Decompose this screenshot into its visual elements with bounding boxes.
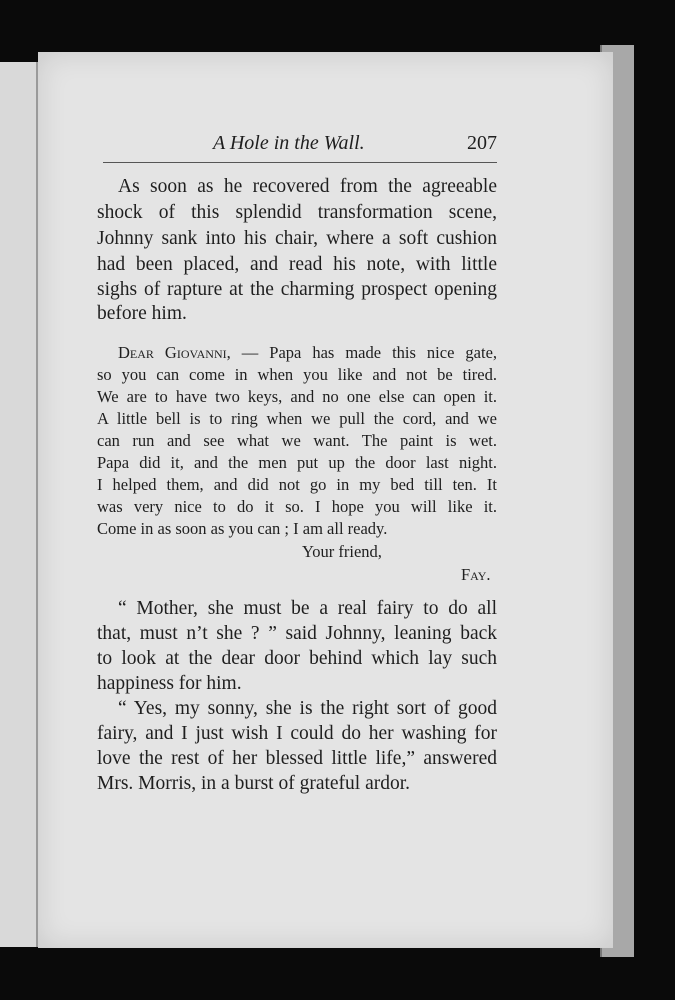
text-line: happiness for him.	[97, 673, 242, 694]
text-line: sighs of rapture at the charming prospect opening	[97, 279, 497, 300]
letter-line: We are to have two keys, and no one else can open it.	[97, 387, 497, 406]
running-title: A Hole in the Wall.	[213, 132, 365, 154]
letter-line: can run and see what we want. The paint is wet.	[97, 431, 497, 450]
text-line: shock of this splendid transformation scene,	[97, 202, 497, 223]
letter-line: I helped them, and did not go in my bed till ten. It	[97, 475, 497, 494]
text-line: before him.	[97, 303, 187, 324]
text-line: fairy, and I just wish I could do her washing for	[97, 723, 497, 744]
text-line: As soon as he recovered from the agreeable	[118, 176, 497, 197]
text-line: “ Mother, she must be a real fairy to do all	[118, 598, 497, 619]
text-line: Johnny sank into his chair, where a soft cushion	[97, 228, 497, 249]
text-line: had been placed, and read his note, with little	[97, 254, 497, 275]
text-line: “ Yes, my sonny, she is the right sort of good	[118, 698, 497, 719]
text-line: Mrs. Morris, in a burst of grateful ardor.	[97, 773, 411, 794]
text-line: to look at the dear door behind which lay such	[97, 648, 497, 669]
header-rule	[103, 162, 497, 163]
letter-line: was very nice to do it so. I hope you will like it.	[97, 497, 497, 516]
letter-line: Papa did it, and the men put up the door last night.	[97, 453, 497, 472]
letter-line: A little bell is to ring when we pull the cord, and we	[97, 409, 497, 428]
letter-line: Come in as soon as you can ; I am all ready.	[97, 519, 388, 538]
letter-text: — Papa has made this nice gate,	[241, 343, 498, 362]
letter-first-line	[118, 344, 497, 363]
text-line: love the rest of her blessed little life,” answered	[97, 748, 497, 769]
page-number: 207	[467, 132, 497, 154]
page-header	[0, 132, 675, 158]
salutation: Dear Giovanni,	[118, 343, 231, 362]
facing-page-edge	[0, 62, 39, 947]
letter-signature: Fay.	[461, 565, 491, 584]
letter-closing: Your friend,	[302, 542, 382, 561]
text-line: that, must n’t she ? ” said Johnny, leaning back	[97, 623, 497, 644]
letter-line: so you can come in when you like and not be tired.	[97, 365, 497, 384]
